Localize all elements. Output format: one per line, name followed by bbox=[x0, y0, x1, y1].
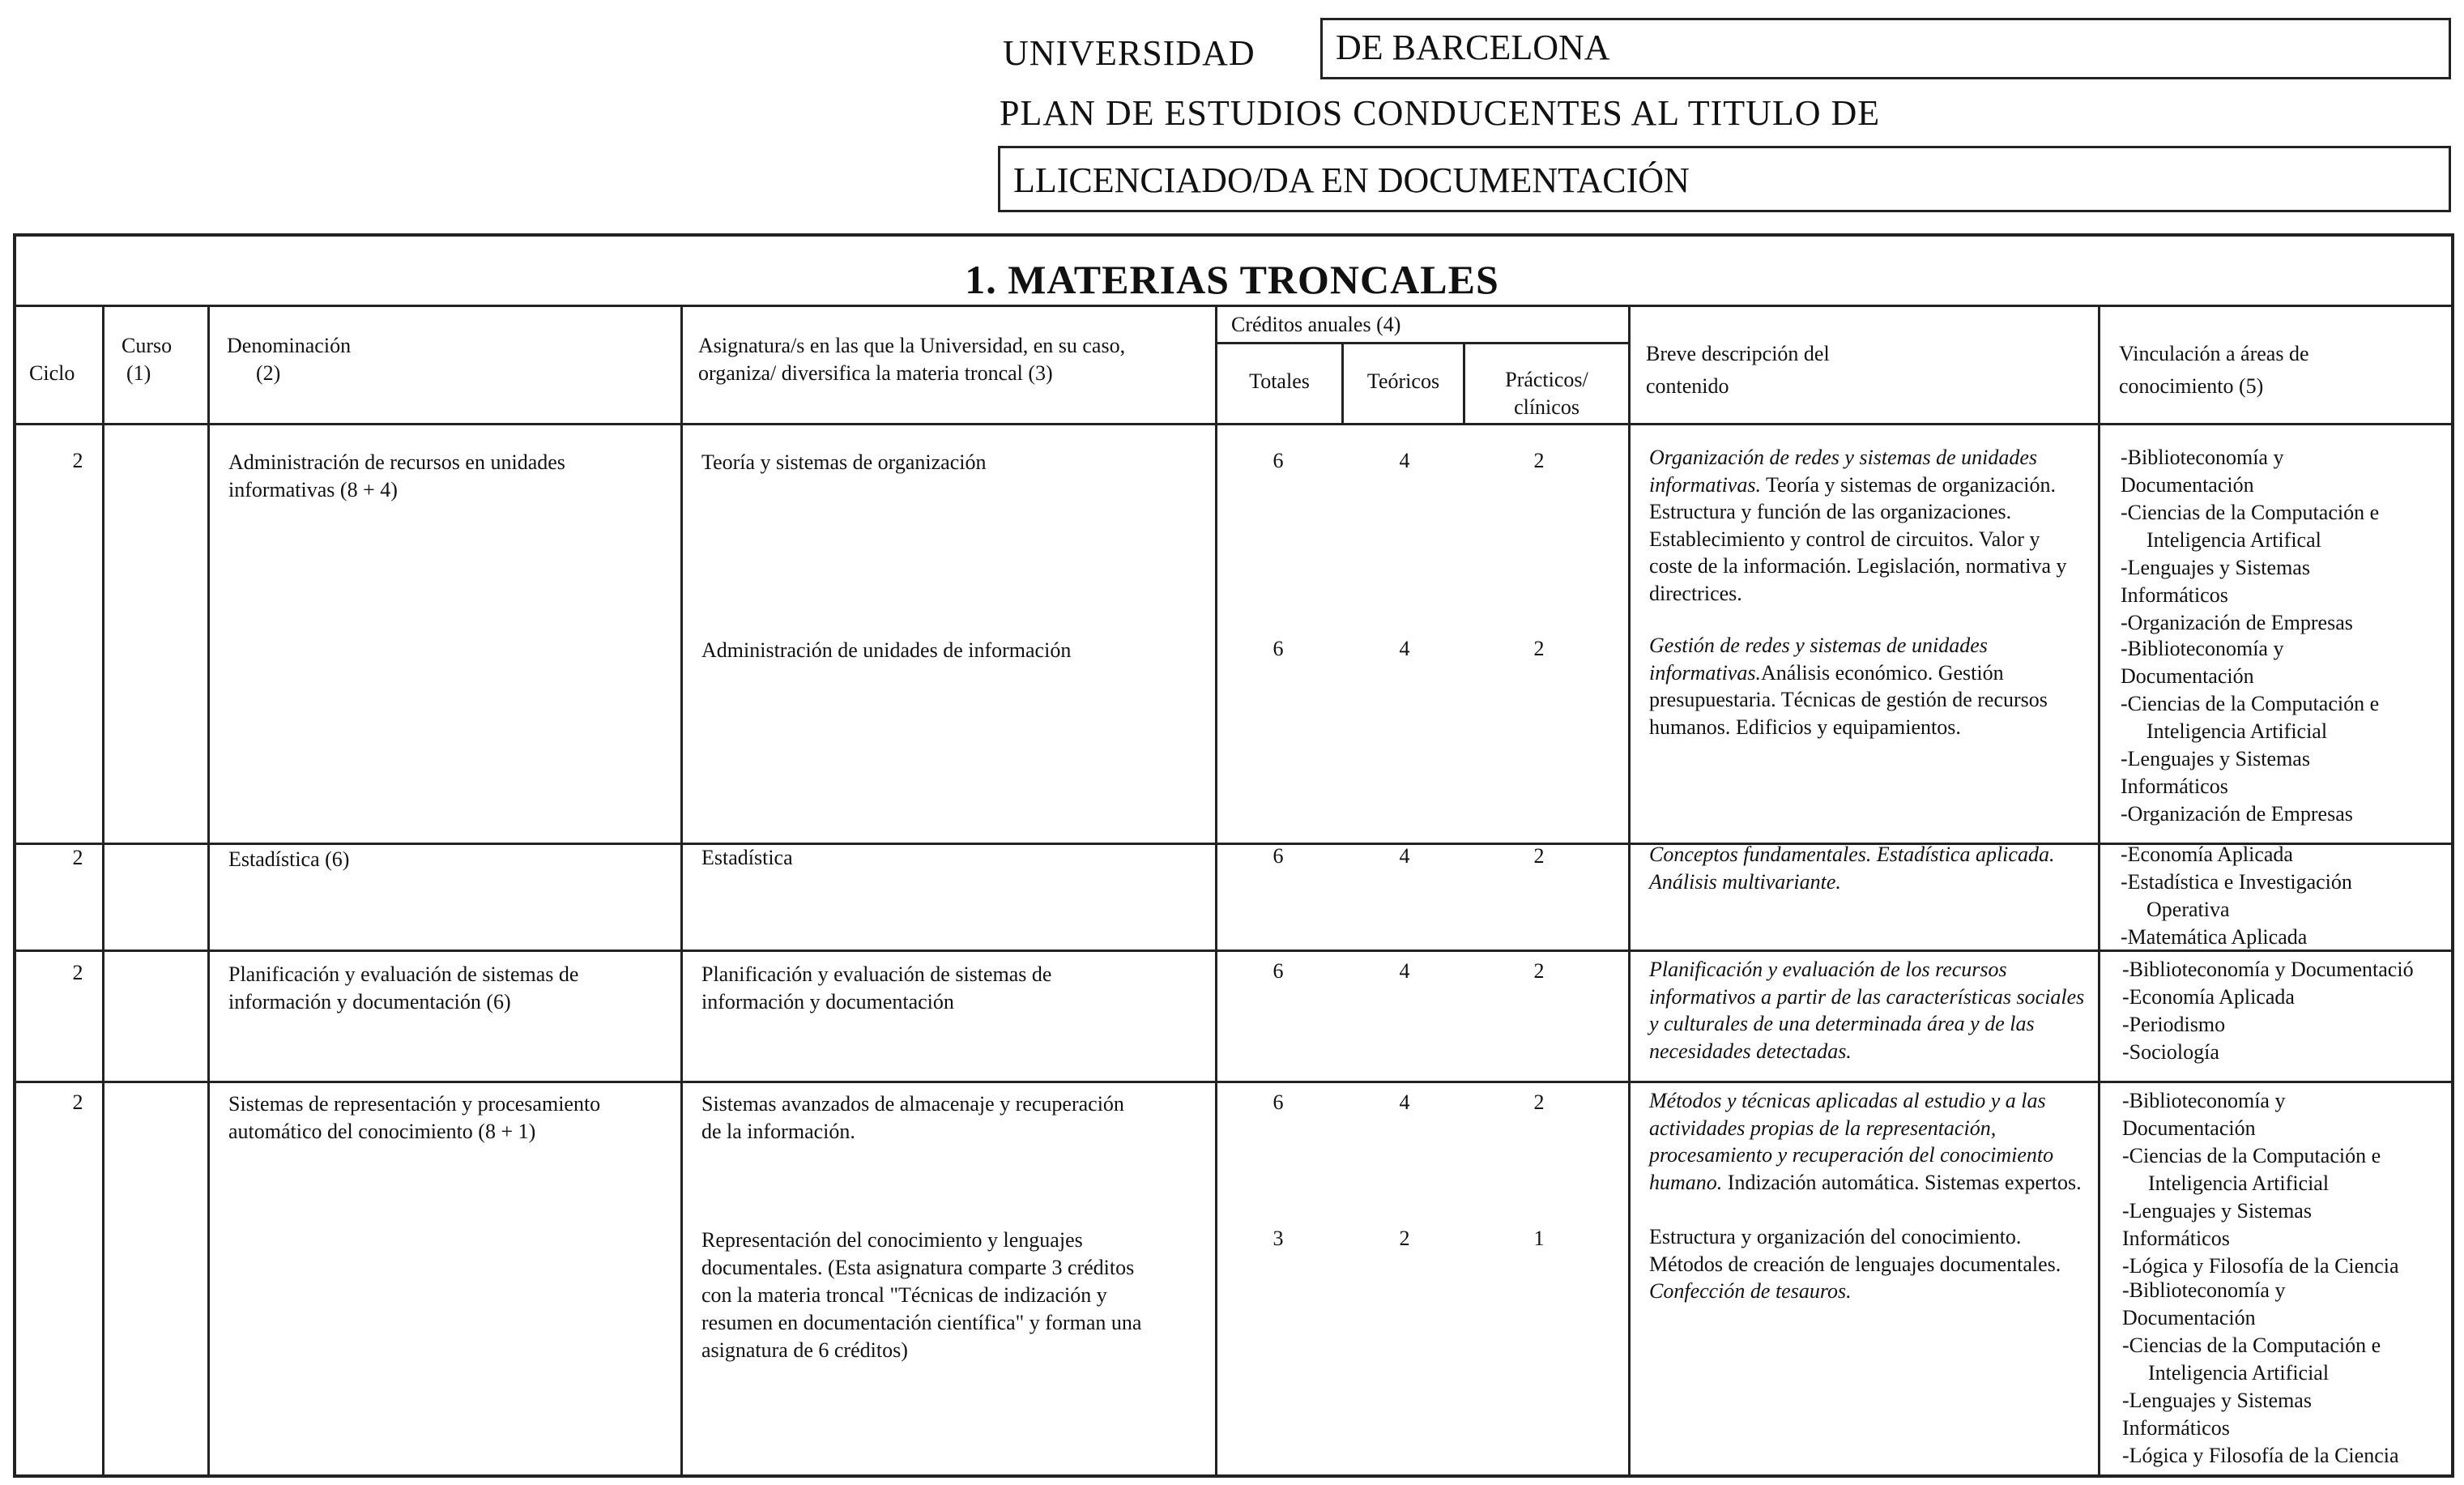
row4-denominacion-1: Sistemas de representación y procesamiento bbox=[228, 1092, 601, 1116]
row4a-practicos: 2 bbox=[1533, 1090, 1545, 1114]
col-denominacion: Denominación bbox=[227, 334, 352, 357]
col-sep-8 bbox=[2098, 305, 2100, 1478]
col-breve-2: contenido bbox=[1646, 374, 1729, 398]
col-vinculacion-2: conocimiento (5) bbox=[2119, 374, 2264, 398]
row4a-asignatura-1: Sistemas avanzados de almacenaje y recuperación bbox=[701, 1092, 1124, 1116]
row3-asignatura-2: información y documentación bbox=[701, 990, 954, 1013]
row1-denominacion-1: Administración de recursos en unidades bbox=[228, 450, 565, 474]
rule-row3 bbox=[13, 1081, 2454, 1083]
rule-header bbox=[13, 423, 2454, 425]
row4b-descripcion: Estructura y organización del conocimiento. Métodos de creación de lenguajes documentales. Confección de tesauros. bbox=[1649, 1225, 2061, 1303]
col-practicos-2: clínicos bbox=[1514, 395, 1579, 419]
row4b-practicos: 1 bbox=[1533, 1227, 1545, 1250]
col-sep-1 bbox=[102, 305, 104, 1478]
row3-ciclo: 2 bbox=[72, 961, 83, 984]
row1b-descripcion: Gestión de redes y sistemas de unidades informativas.Análisis económico. Gestión presupuestaria. Técnicas de gestión de recursos humanos. Edificios y equipamientos. bbox=[1649, 634, 2048, 739]
row3-asignatura-1: Planificación y evaluación de sistemas de bbox=[701, 962, 1052, 986]
row4b-teoricos: 2 bbox=[1399, 1227, 1410, 1250]
row4b-totales: 3 bbox=[1272, 1227, 1284, 1250]
rule-row2 bbox=[13, 949, 2454, 952]
row3-denominacion-1: Planificación y evaluación de sistemas de bbox=[228, 962, 579, 986]
rule-row1 bbox=[13, 843, 2454, 845]
col-ciclo: Ciclo bbox=[29, 361, 75, 385]
universidad-box bbox=[1320, 18, 2451, 79]
row4a-asignatura-2: de la información. bbox=[701, 1120, 855, 1143]
col-sep-3 bbox=[680, 305, 683, 1478]
plan-label: PLAN DE ESTUDIOS CONDUCENTES AL TITULO DE bbox=[1000, 93, 1881, 133]
col-asignaturas-2: organiza/ diversifica la materia troncal (3) bbox=[698, 361, 1053, 385]
col-vinculacion-1: Vinculación a áreas de bbox=[2119, 342, 2309, 365]
row1a-totales: 6 bbox=[1272, 449, 1284, 472]
row2-practicos: 2 bbox=[1533, 844, 1545, 868]
row4b-asignatura-2: documentales. (Esta asignatura comparte 3 créditos bbox=[701, 1256, 1135, 1279]
row4b-areas: -Biblioteconomía y Documentación -Ciencias de la Computación e Inteligencia Artificial -Lenguajes y Sistemas Informáticos -Lógica y Filosofía de la Ciencia bbox=[2122, 1278, 2399, 1467]
row3-areas: -Biblioteconomía y Documentació -Economía Aplicada -Periodismo -Sociología bbox=[2122, 958, 2414, 1064]
row3-descripcion: Planificación y evaluación de los recursos informativos a partir de las características sociales y culturales de una determinada área y de las necesidades detectadas. bbox=[1649, 958, 2085, 1063]
col-breve-1: Breve descripción del bbox=[1646, 342, 1830, 365]
row1b-asignatura: Administración de unidades de información bbox=[701, 638, 1072, 662]
row2-totales: 6 bbox=[1272, 844, 1284, 868]
row1a-teoricos: 4 bbox=[1399, 449, 1410, 472]
col-curso-note: (1) bbox=[126, 361, 151, 385]
row1b-teoricos: 4 bbox=[1399, 637, 1410, 660]
row3-totales: 6 bbox=[1272, 959, 1284, 983]
row1a-areas: -Biblioteconomía y Documentación -Ciencias de la Computación e Inteligencia Artifical -Lenguajes y Sistemas Informáticos -Organización de Empresas bbox=[2121, 446, 2380, 634]
row2-denominacion: Estadística (6) bbox=[228, 847, 350, 871]
row3-practicos: 2 bbox=[1533, 959, 1545, 983]
row3-denominacion-2: información y documentación (6) bbox=[228, 990, 511, 1013]
titulo-value: LLICENCIADO/DA EN DOCUMENTACIÓN bbox=[1013, 160, 1690, 200]
section-title: 1. MATERIAS TRONCALES bbox=[965, 257, 1499, 302]
titulo-box bbox=[998, 146, 2451, 212]
table-frame bbox=[13, 233, 2454, 1478]
row4b-asignatura-5: asignatura de 6 créditos) bbox=[701, 1338, 908, 1362]
row1b-totales: 6 bbox=[1272, 637, 1284, 660]
row1b-areas: -Biblioteconomía y Documentación -Ciencias de la Computación e Inteligencia Artificial -Lenguajes y Sistemas Informáticos -Organización de Empresas bbox=[2121, 637, 2380, 826]
col-teoricos: Teóricos bbox=[1366, 369, 1440, 393]
row2-teoricos: 4 bbox=[1399, 844, 1410, 868]
rule-title bbox=[13, 305, 2454, 307]
row1a-practicos: 2 bbox=[1533, 449, 1545, 472]
row4a-descripcion: Métodos y técnicas aplicadas al estudio y a las actividades propias de la representación, procesamiento y recuperación del conocimiento humano. Indización automática. Sistemas expertos. bbox=[1649, 1089, 2082, 1194]
universidad-value: DE BARCELONA bbox=[1336, 28, 1610, 67]
row4b-asignatura-4: resumen en documentación científica" y forman una bbox=[701, 1311, 1142, 1334]
col-sep-4 bbox=[1215, 305, 1217, 1478]
col-totales: Totales bbox=[1249, 369, 1310, 393]
row4a-areas: -Biblioteconomía y Documentación -Ciencias de la Computación e Inteligencia Artificial -Lenguajes y Sistemas Informáticos -Lógica y Filosofía de la Ciencia bbox=[2122, 1089, 2399, 1278]
row2-ciclo: 2 bbox=[72, 846, 83, 869]
row4a-teoricos: 4 bbox=[1399, 1090, 1410, 1114]
row1-denominacion-2: informativas (8 + 4) bbox=[228, 478, 398, 501]
col-creditos: Créditos anuales (4) bbox=[1231, 313, 1401, 336]
row2-descripcion: Conceptos fundamentales. Estadística aplicada. Análisis multivariante. bbox=[1649, 843, 2055, 894]
universidad-label: UNIVERSIDAD bbox=[1003, 33, 1255, 73]
row4b-asignatura-3: con la materia troncal "Técnicas de indización y bbox=[701, 1283, 1107, 1307]
row1a-asignatura: Teoría y sistemas de organización bbox=[701, 450, 987, 474]
row2-asignatura: Estadística bbox=[701, 846, 793, 869]
rule-creditos bbox=[1215, 342, 1628, 344]
col-curso: Curso bbox=[121, 334, 173, 357]
col-sep-2 bbox=[207, 305, 210, 1478]
row1-ciclo: 2 bbox=[72, 449, 83, 472]
col-sep-7 bbox=[1628, 305, 1631, 1478]
row3-teoricos: 4 bbox=[1399, 959, 1410, 983]
col-denominacion-note: (2) bbox=[256, 361, 281, 385]
col-asignaturas-1: Asignatura/s en las que la Universidad, en su caso, bbox=[698, 334, 1126, 357]
row2-areas: -Economía Aplicada -Estadística e Investigación Operativa -Matemática Aplicada bbox=[2121, 843, 2352, 949]
row4b-asignatura-1: Representación del conocimiento y lenguajes bbox=[701, 1228, 1083, 1252]
row1b-practicos: 2 bbox=[1533, 637, 1545, 660]
col-practicos-1: Prácticos/ bbox=[1505, 368, 1588, 391]
row1a-descripcion: Organización de redes y sistemas de unidades informativas. Teoría y sistemas de organización. Estructura y función de las organizaciones. Establecimiento y control de circuitos. Valor y coste de la información. Legislación, normativa y directrices. bbox=[1649, 446, 2067, 605]
row4a-totales: 6 bbox=[1272, 1090, 1284, 1114]
row4-ciclo: 2 bbox=[72, 1090, 83, 1114]
row4-denominacion-2: automático del conocimiento (8 + 1) bbox=[228, 1120, 536, 1143]
